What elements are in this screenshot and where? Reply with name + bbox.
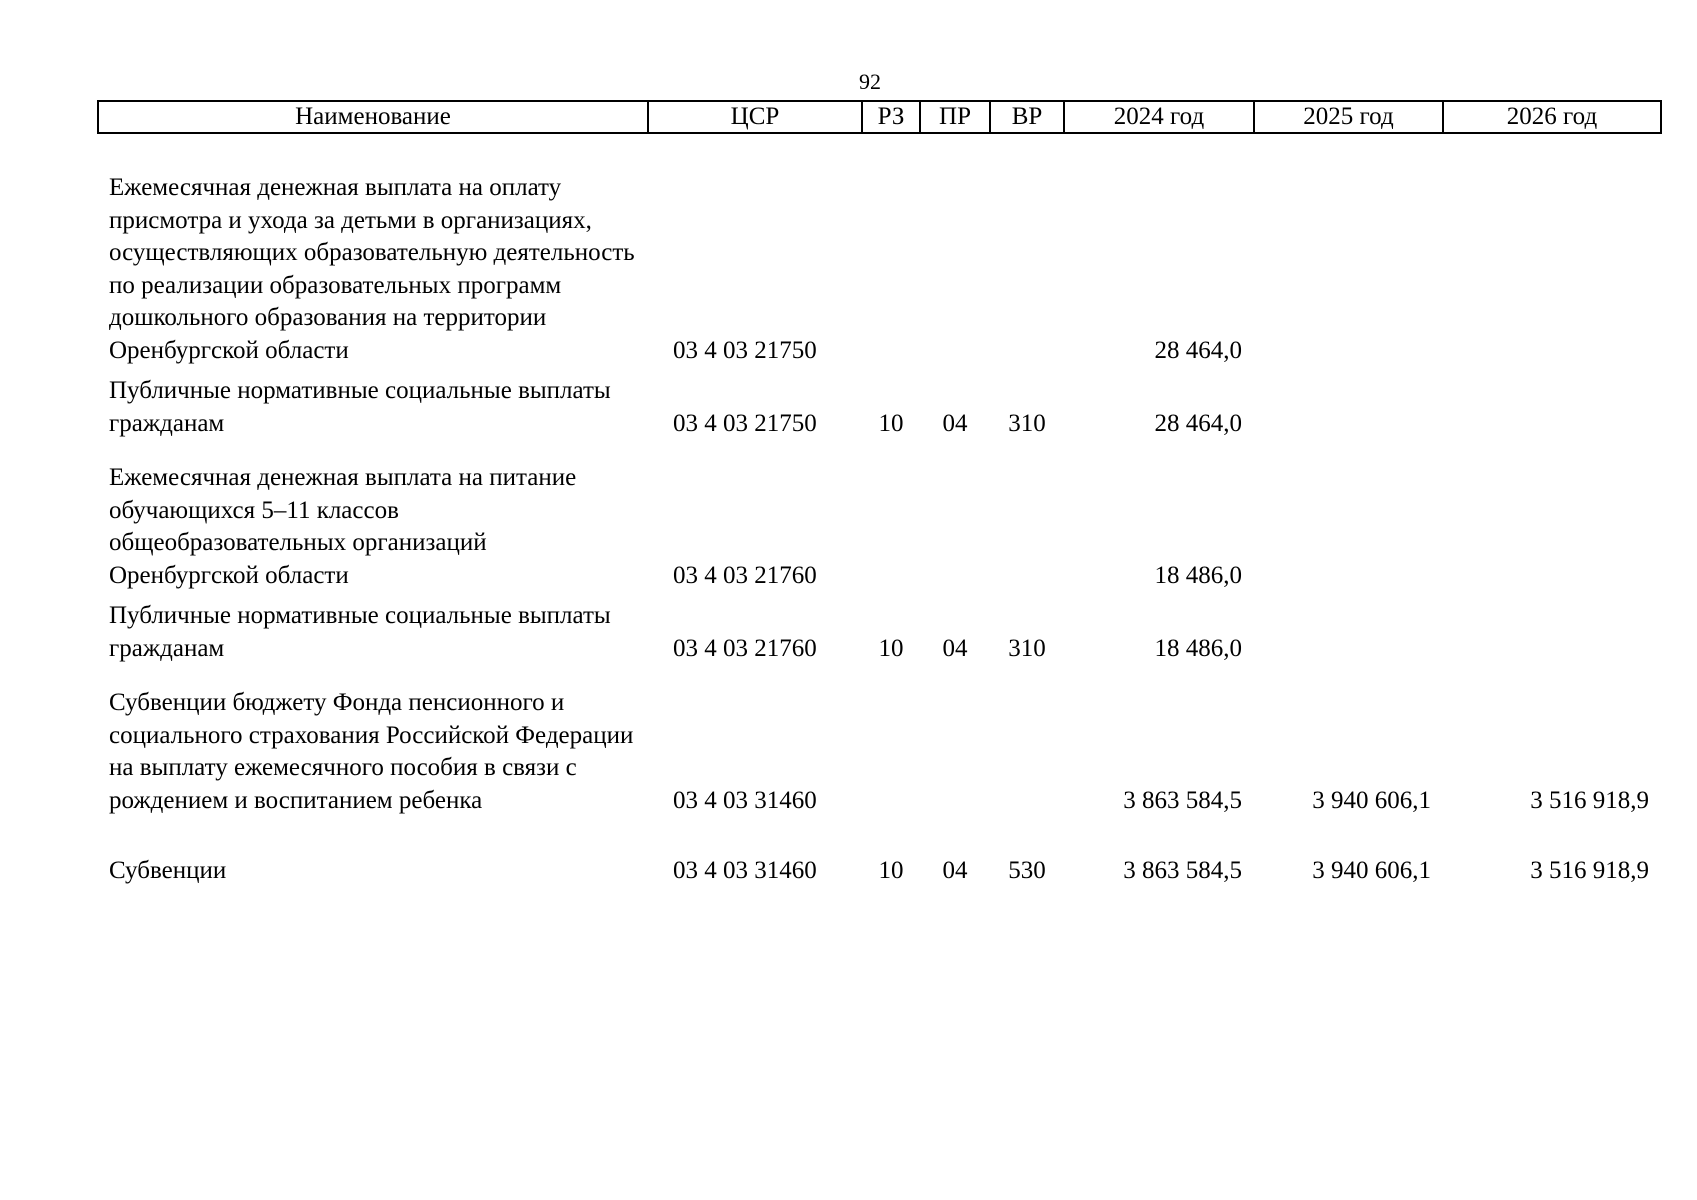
row-2026: [1443, 600, 1661, 665]
row-name: Ежемесячная денежная выплата на оплату присмотра и ухода за детьми в организациях, осуществляющих образовательную деятельность по реализации образовательных программ дошкольного образования на территории Оренбургской области: [109, 174, 635, 364]
row-pr: [920, 687, 990, 817]
row-pr: 04: [942, 634, 968, 662]
row-2025: [1254, 172, 1443, 367]
row-csr: 03 4 03 21750: [673, 409, 817, 437]
header-2024: 2024 год: [1064, 101, 1254, 133]
row-name: Субвенции: [109, 857, 227, 884]
row-csr: 03 4 03 31460: [673, 786, 817, 814]
row-name: Публичные нормативные социальные выплаты гражданам: [109, 602, 611, 662]
table-row: [98, 172, 1661, 367]
row-2024: 3 863 584,5: [1123, 786, 1242, 814]
row-vr: [990, 687, 1064, 817]
table-row: [98, 687, 1661, 817]
row-2026: [1443, 375, 1661, 440]
row-vr: 530: [1008, 857, 1046, 884]
header-rz: РЗ: [862, 101, 920, 133]
table-row: [98, 855, 1661, 888]
row-rz: [862, 462, 920, 592]
page-number: 92: [859, 69, 881, 94]
header-2026: 2026 год: [1443, 101, 1661, 133]
header-row: [98, 101, 1661, 133]
row-2025: [1254, 375, 1443, 440]
row-pr: [920, 172, 990, 367]
row-2024: 28 464,0: [1154, 336, 1242, 364]
row-2026: 3 516 918,9: [1530, 857, 1649, 884]
row-2024: 28 464,0: [1154, 409, 1242, 437]
row-pr: 04: [942, 409, 968, 437]
header-vr: ВР: [990, 101, 1064, 133]
table-row: [98, 462, 1661, 592]
budget-table: [97, 100, 1662, 888]
row-pr: [920, 462, 990, 592]
row-2025: [1254, 600, 1443, 665]
row-csr: 03 4 03 21760: [673, 634, 817, 662]
row-2024: 3 863 584,5: [1123, 857, 1242, 884]
row-rz: [862, 172, 920, 367]
row-2025: 3 940 606,1: [1312, 786, 1431, 814]
header-name: Наименование: [98, 101, 648, 133]
row-name: Ежемесячная денежная выплата на питание обучающихся 5–11 классов общеобразовательных организаций Оренбургской области: [109, 464, 577, 589]
row-rz: [862, 687, 920, 817]
row-2026: [1443, 172, 1661, 367]
row-rz: 10: [878, 634, 904, 662]
row-2025: [1254, 462, 1443, 592]
row-csr: 03 4 03 31460: [673, 857, 817, 884]
row-vr: [990, 462, 1064, 592]
row-2025: 3 940 606,1: [1312, 857, 1431, 884]
row-2024: 18 486,0: [1154, 634, 1242, 662]
table-row: [98, 375, 1661, 440]
row-name: Субвенции бюджету Фонда пенсионного и социального страхования Российской Федерации на выплату ежемесячного пособия в связи с рождением и воспитанием ребенка: [109, 689, 634, 814]
header-csr: ЦСР: [648, 101, 862, 133]
header-2025: 2025 год: [1254, 101, 1443, 133]
table-body: [98, 133, 1661, 888]
header-pr: ПР: [920, 101, 990, 133]
row-pr: 04: [942, 857, 968, 884]
row-name: Публичные нормативные социальные выплаты гражданам: [109, 377, 611, 437]
row-rz: 10: [878, 409, 904, 437]
row-vr: [990, 172, 1064, 367]
row-2024: 18 486,0: [1154, 561, 1242, 589]
row-vr: 310: [1008, 409, 1046, 437]
table-row: [98, 600, 1661, 665]
row-rz: 10: [878, 857, 904, 884]
row-csr: 03 4 03 21760: [673, 561, 817, 589]
row-csr: 03 4 03 21750: [673, 336, 817, 364]
row-vr: 310: [1008, 634, 1046, 662]
row-2026: [1443, 462, 1661, 592]
table-header: [98, 101, 1661, 133]
row-2026: 3 516 918,9: [1530, 786, 1649, 814]
